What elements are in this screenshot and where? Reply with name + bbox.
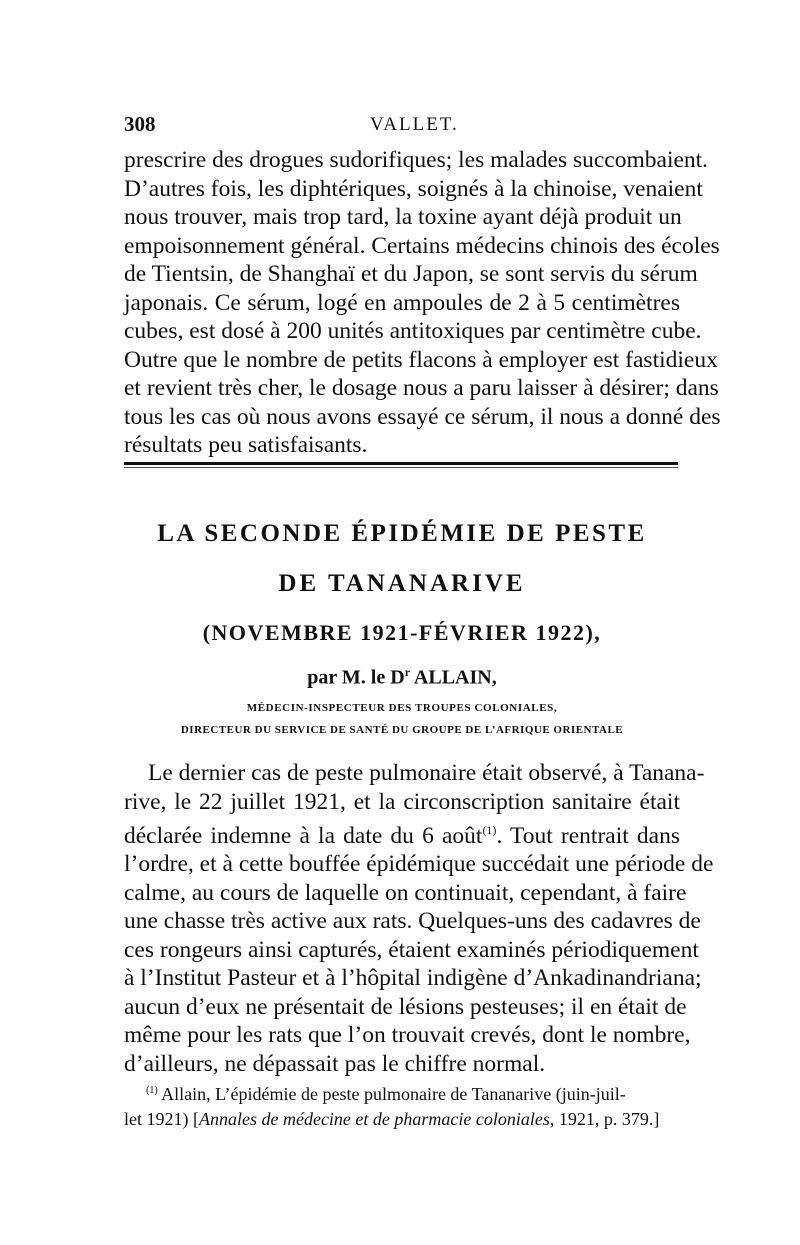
footnote-text: Allain, L’épidémie de peste pulmonaire de Tananarive (juin-juil- — [157, 1084, 626, 1104]
journal-title: Annales de médecine et de pharmacie coloniales — [198, 1109, 550, 1129]
author-name: ALLAIN, — [410, 666, 497, 689]
footnote-reference[interactable]: (1) — [482, 823, 497, 837]
author-prefix: par M. le D — [307, 666, 405, 689]
text-line — [124, 816, 680, 850]
text-line: rive, le 22 juillet 1921, et la circonscription sanitaire était — [124, 788, 680, 815]
text-line: d’ailleurs, ne dépassait pas le chiffre normal. — [124, 1050, 546, 1077]
text-line: même pour les rats que l’on trouvait crevés, dont le nombre, — [124, 1022, 691, 1049]
text-line: Outre que le nombre de petits flacons à employer est fastidieux — [124, 346, 718, 373]
text-line: tous les cas où nous avons essayé ce sérum, il nous a donné des — [124, 403, 721, 430]
running-head — [124, 110, 680, 140]
text-line: japonais. Ce sérum, logé en ampoules de 2 à 5 centimètres — [124, 289, 680, 316]
author-title-sup: r — [404, 665, 411, 679]
section-separator-rule — [124, 462, 678, 465]
article-title-dates: (NOVEMBRE 1921-FÉVRIER 1922), — [202, 620, 602, 645]
text-line: calme, au cours de laquelle on continuait, cependant, à faire — [124, 879, 687, 906]
text-segment: déclarée indemne à la date du 6 août — [124, 822, 483, 849]
page-number: 308 — [124, 112, 156, 136]
text-segment: . Tout rentrait dans — [496, 822, 680, 849]
footnote — [124, 1078, 680, 1132]
footnote-line — [124, 1078, 680, 1107]
text-line: nous trouver, mais trop tard, la toxine ayant déjà produit un — [124, 204, 682, 230]
running-title: VALLET. — [370, 114, 459, 135]
text-line: l’ordre, et à cette bouffée épidémique succédait une période de — [124, 851, 714, 878]
footnote-mark: (1) — [146, 1085, 158, 1096]
text-line: ces rongeurs ainsi capturés, étaient examinés périodiquement — [124, 936, 699, 963]
text-line: à l’Institut Pasteur et à l’hôpital indigène d’Ankadinandriana; — [124, 965, 702, 992]
article-author — [124, 665, 680, 690]
footnote-line — [124, 1107, 680, 1132]
paragraph-article-body — [124, 759, 714, 1078]
text-line: une chasse très active aux rats. Quelques-uns des cadavres de — [124, 908, 701, 935]
paragraph-previous-article — [124, 146, 721, 460]
footnote-text: let 1921) [ — [124, 1109, 199, 1129]
text-line: et revient très cher, le dosage nous a paru laisser à désirer; dans — [124, 375, 719, 401]
text-line: prescrire des drogues sudorifiques; les malades succombaient. — [124, 147, 709, 173]
text-line: résultats peu satisfaisants. — [124, 432, 368, 458]
text-line: aucun d’eux ne présentait de lésions pesteuses; il en était de — [124, 993, 687, 1020]
text-line: cubes, est dosé à 200 unités antitoxiques par centimètre cube. — [124, 318, 702, 344]
article-title-line-1: LA SECONDE ÉPIDÉMIE DE PESTE — [157, 520, 647, 547]
text-line: Le dernier cas de peste pulmonaire était observé, à Tanana- — [148, 760, 705, 786]
section-separator-rule-thin — [124, 467, 678, 468]
author-affiliation-2: DIRECTEUR DU SERVICE DE SANTÉ DU GROUPE DE L’AFRIQUE ORIENTALE — [180, 724, 624, 736]
text-line: empoisonnement général. Certains médecins chinois des écoles — [124, 232, 720, 259]
article-title-line-2: DE TANANARIVE — [278, 570, 526, 597]
author-affiliation-1: MÉDECIN-INSPECTEUR DES TROUPES COLONIALES, — [246, 702, 558, 714]
footnote-text: , 1921, p. 379.] — [549, 1109, 660, 1129]
text-line: D’autres fois, les diphtériques, soignés à la chinoise, venaient — [124, 175, 703, 202]
text-line: de Tientsin, de Shanghaï et du Japon, se sont servis du sérum — [124, 261, 698, 287]
